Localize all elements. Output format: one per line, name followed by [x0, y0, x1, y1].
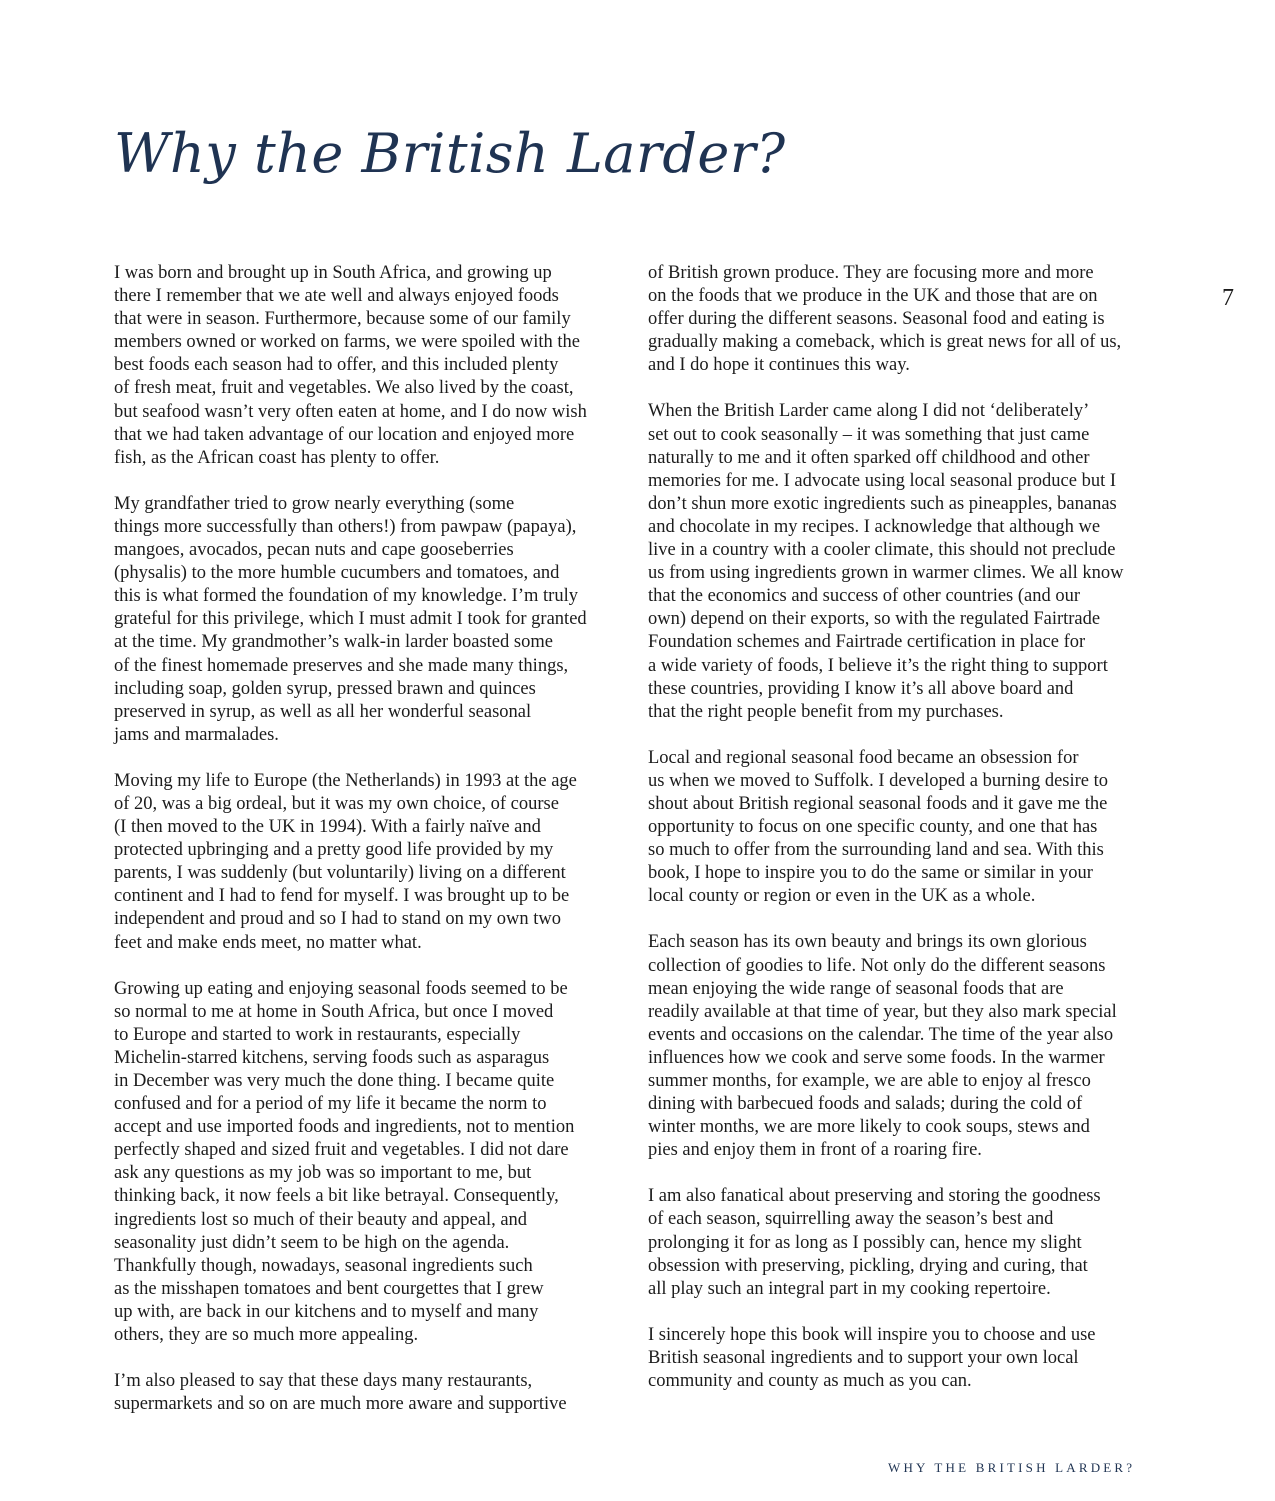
text-line: others, they are so much more appealing.: [114, 1325, 419, 1346]
text-line: accept and use imported foods and ingredients, not to mention: [114, 1117, 575, 1138]
text-line: as the misshapen tomatoes and bent courgettes that I grew: [114, 1278, 544, 1299]
text-line: Moving my life to Europe (the Netherlands) in 1993 at the age: [114, 770, 577, 791]
text-line: don’t shun more exotic ingredients such as pineapples, bananas: [648, 493, 1117, 514]
text-line: ingredients lost so much of their beauty and appeal, and: [114, 1209, 528, 1230]
text-line: continent and I had to fend for myself. I was brought up to be: [114, 886, 570, 907]
paragraph: [648, 1324, 1168, 1393]
text-line: best foods each season had to offer, and this included plenty: [114, 355, 559, 376]
page-title: Why the British Larder?: [114, 122, 786, 185]
text-line: feet and make ends meet, no matter what.: [114, 932, 422, 953]
text-line: I’m also pleased to say that these days many restaurants,: [114, 1371, 533, 1392]
text-line: British seasonal ingredients and to support your own local: [648, 1347, 1079, 1368]
text-line: so normal to me at home in South Africa, but once I moved: [114, 1001, 554, 1022]
text-line: including soap, golden syrup, pressed brawn and quinces: [114, 678, 536, 699]
text-line: this is what formed the foundation of my knowledge. I’m truly: [114, 586, 578, 607]
text-line: ask any questions as my job was so important to me, but: [114, 1163, 532, 1184]
text-line: a wide variety of foods, I believe it’s the right thing to support: [648, 655, 1108, 676]
text-line: influences how we cook and serve some foods. In the warmer: [648, 1047, 1105, 1068]
text-line: book, I hope to inspire you to do the same or similar in your: [648, 863, 1093, 884]
text-line: and chocolate in my recipes. I acknowledge that although we: [648, 516, 1101, 537]
text-line: confused and for a period of my life it became the norm to: [114, 1094, 547, 1115]
left-text-column: [114, 262, 634, 1439]
text-line: but seafood wasn’t very often eaten at home, and I do now wish: [114, 401, 587, 422]
text-line: mean enjoying the wide range of seasonal foods that are: [648, 978, 1064, 999]
text-line: Local and regional seasonal food became an obsession for: [648, 747, 1079, 768]
text-line: collection of goodies to life. Not only do the different seasons: [648, 955, 1106, 976]
text-line: events and occasions on the calendar. The time of the year also: [648, 1024, 1114, 1045]
text-line: protected upbringing and a pretty good life provided by my: [114, 840, 554, 861]
text-line: Growing up eating and enjoying seasonal foods seemed to be: [114, 978, 568, 999]
text-line: up with, are back in our kitchens and to myself and many: [114, 1301, 539, 1322]
text-line: preserved in syrup, as well as all her wonderful seasonal: [114, 701, 532, 722]
text-line: dining with barbecued foods and salads; during the cold of: [648, 1094, 1083, 1115]
text-line: readily available at that time of year, but they also mark special: [648, 1001, 1117, 1022]
text-line: obsession with preserving, pickling, drying and curing, that: [648, 1255, 1088, 1276]
text-line: of 20, was a big ordeal, but it was my own choice, of course: [114, 793, 559, 814]
text-line: When the British Larder came along I did not ‘deliberately’: [648, 401, 1090, 422]
text-line: jams and marmalades.: [114, 724, 279, 745]
paragraph: [648, 1185, 1168, 1300]
text-line: I was born and brought up in South Africa, and growing up: [114, 263, 552, 283]
text-line: thinking back, it now feels a bit like betrayal. Consequently,: [114, 1186, 559, 1207]
text-line: I sincerely hope this book will inspire you to choose and use: [648, 1324, 1096, 1345]
text-line: gradually making a comeback, which is great news for all of us,: [648, 332, 1122, 353]
text-line: prolonging it for as long as I possibly can, hence my slight: [648, 1232, 1082, 1253]
text-line: (physalis) to the more humble cucumbers and tomatoes, and: [114, 563, 560, 584]
paragraph: [114, 770, 634, 955]
text-line: I am also fanatical about preserving and storing the goodness: [648, 1186, 1101, 1207]
running-footer: WHY THE BRITISH LARDER?: [888, 1460, 1136, 1475]
text-line: us when we moved to Suffolk. I developed a burning desire to: [648, 770, 1109, 791]
text-line: Each season has its own beauty and brings its own glorious: [648, 932, 1087, 953]
text-line: community and county as much as you can.: [648, 1371, 972, 1392]
text-line: that the right people benefit from my purchases.: [648, 701, 1004, 722]
text-line: in December was very much the done thing. I became quite: [114, 1071, 555, 1091]
text-line: grateful for this privilege, which I must admit I took for granted: [114, 609, 587, 630]
text-line: so much to offer from the surrounding land and sea. With this: [648, 840, 1104, 861]
paragraph: [114, 1370, 634, 1416]
text-line: all play such an integral part in my cooking repertoire.: [648, 1278, 1051, 1299]
text-line: independent and proud and so I had to stand on my own two: [114, 909, 562, 930]
text-line: live in a country with a cooler climate, this should not preclude: [648, 540, 1116, 561]
text-line: that we had taken advantage of our location and enjoyed more: [114, 424, 575, 445]
text-line: supermarkets and so on are much more aware and supportive: [114, 1394, 567, 1415]
paragraph: [648, 747, 1168, 909]
text-line: offer during the different seasons. Seasonal food and eating is: [648, 309, 1105, 330]
paragraph: [114, 493, 634, 747]
paragraph: [648, 931, 1168, 1162]
text-line: perfectly shaped and sized fruit and vegetables. I did not dare: [114, 1140, 569, 1161]
text-line: that were in season. Furthermore, because some of our family: [114, 309, 571, 330]
text-line: on the foods that we produce in the UK and those that are on: [648, 286, 1098, 307]
text-line: memories for me. I advocate using local seasonal produce but I: [648, 470, 1116, 491]
text-line: opportunity to focus on one specific county, and one that has: [648, 817, 1098, 838]
text-line: Michelin-starred kitchens, serving foods such as asparagus: [114, 1047, 550, 1068]
text-line: mangoes, avocados, pecan nuts and cape gooseberries: [114, 540, 514, 561]
text-line: of fresh meat, fruit and vegetables. We also lived by the coast,: [114, 378, 574, 399]
paragraph: [114, 978, 634, 1348]
text-line: things more successfully than others!) from pawpaw (papaya),: [114, 516, 577, 537]
text-line: at the time. My grandmother’s walk-in larder boasted some: [114, 632, 553, 653]
text-line: My grandfather tried to grow nearly everything (some: [114, 493, 515, 514]
text-line: that the economics and success of other countries (and our: [648, 586, 1081, 607]
text-line: own) depend on their exports, so with the regulated Fairtrade: [648, 609, 1101, 630]
text-line: fish, as the African coast has plenty to offer.: [114, 447, 440, 468]
text-line: local county or region or even in the UK as a whole.: [648, 886, 1036, 907]
text-line: seasonality just didn’t seem to be high on the agenda.: [114, 1232, 510, 1253]
text-line: Foundation schemes and Fairtrade certification in place for: [648, 632, 1086, 653]
text-line: us from using ingredients grown in warmer climes. We all know: [648, 563, 1124, 584]
text-line: Thankfully though, nowadays, seasonal ingredients such: [114, 1255, 533, 1276]
text-line: members owned or worked on farms, we were spoiled with the: [114, 332, 580, 353]
page-number: 7: [1222, 285, 1234, 311]
text-line: winter months, we are more likely to cook soups, stews and: [648, 1117, 1090, 1138]
text-line: there I remember that we ate well and always enjoyed foods: [114, 286, 559, 307]
text-line: these countries, providing I know it’s all above board and: [648, 678, 1074, 699]
text-line: and I do hope it continues this way.: [648, 355, 910, 376]
paragraph: [648, 400, 1168, 723]
text-line: of each season, squirrelling away the season’s best and: [648, 1209, 1054, 1230]
paragraph: [114, 262, 634, 470]
text-line: naturally to me and it often sparked off childhood and other: [648, 447, 1090, 468]
right-text-column: [648, 262, 1168, 1416]
paragraph: [648, 262, 1168, 377]
text-line: of the finest homemade preserves and she made many things,: [114, 655, 569, 676]
text-line: pies and enjoy them in front of a roaring fire.: [648, 1140, 982, 1161]
text-line: set out to cook seasonally – it was something that just came: [648, 424, 1090, 445]
text-line: of British grown produce. They are focusing more and more: [648, 263, 1094, 283]
text-line: parents, I was suddenly (but voluntarily) living on a different: [114, 863, 566, 884]
text-line: shout about British regional seasonal foods and it gave me the: [648, 793, 1108, 814]
text-line: (I then moved to the UK in 1994). With a fairly naïve and: [114, 817, 541, 838]
text-line: to Europe and started to work in restaurants, especially: [114, 1024, 521, 1045]
text-line: summer months, for example, we are able to enjoy al fresco: [648, 1071, 1091, 1091]
